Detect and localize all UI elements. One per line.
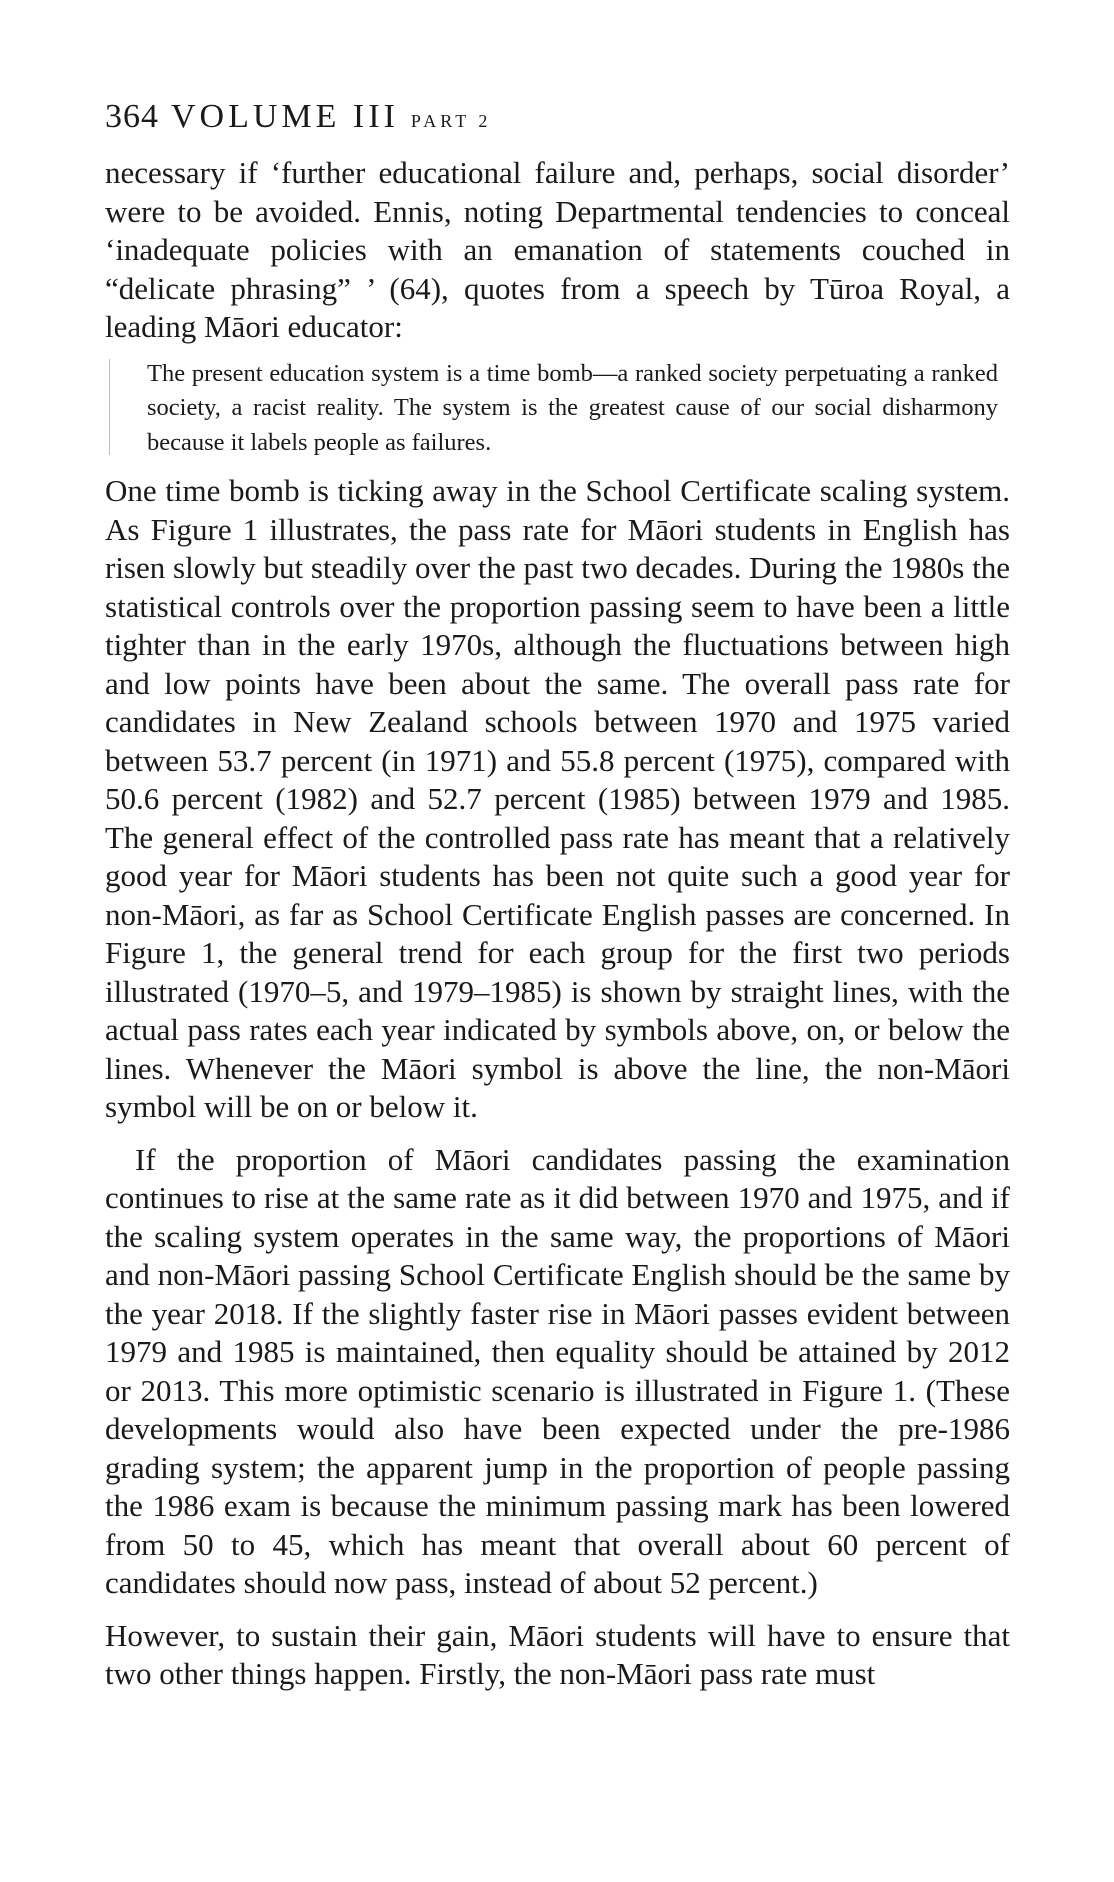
quote-margin-rule xyxy=(109,359,110,455)
part-label: PART 2 xyxy=(410,111,492,131)
running-header xyxy=(105,100,1010,134)
paragraph-2: One time bomb is ticking away in the School Certificate scaling system. As Figure 1 illustrates, the pass rate for Māori students in English has risen slowly but steadily over the past two decades. During the 1980s the statistical controls over the proportion passing seem to have been a little tighter than in the early 1970s, although the fluctuations between high and low points have been about the same. The overall pass rate for candidates in New Zealand schools between 1970 and 1975 varied between 53.7 percent (in 1971) and 55.8 percent (1975), compared with 50.6 percent (1982) and 52.7 percent (1985) between 1979 and 1985. The general effect of the controlled pass rate has meant that a relatively good year for Māori students has been not quite such a good year for non-Māori, as far as School Certificate English passes are concerned. In Figure 1, the general trend for each group for the first two periods illustrated (1970–5, and 1979–1985) is shown by straight lines, with the actual pass rates each year indicated by symbols above, on, or below the lines. Whenever the Māori symbol is above the line, the non-Māori symbol will be on or below it. xyxy=(105,473,1010,1124)
page-number: 364 xyxy=(105,98,159,135)
paragraph-3: If the proportion of Māori candidates passing the examination continues to rise at the same rate as it did between 1970 and 1975, and if the scaling system operates in the same way, the proportions of Māori and non-Māori passing School Certificate English should be the same by the year 2018. If the slightly faster rise in Māori passes evident between 1979 and 1985 is maintained, then equality should be attained by 2012 or 2013. This more optimistic scenario is illustrated in Figure 1. (These developments would also have been expected under the pre-1986 grading system; the apparent jump in the proportion of people passing the 1986 exam is because the minimum passing mark has been lowered from 50 to 45, which has meant that overall about 60 percent of candidates should now pass, instead of about 52 percent.) xyxy=(105,1141,1010,1600)
document-page xyxy=(105,100,1010,1694)
volume-label: VOLUME III xyxy=(171,98,399,135)
paragraph-4: However, to sustain their gain, Māori students will have to ensure that two other things happen. Firstly, the non-Māori pass rate must xyxy=(105,1617,1010,1691)
block-quote-text: The present education system is a time bomb—a ranked society perpetuating a ranked society, a racist reality. The system is the greatest cause of our social disharmony because it labels people as failures. xyxy=(147,359,998,456)
block-quote xyxy=(147,357,998,461)
paragraph-1: necessary if ‘further educational failure and, perhaps, social disorder’ were to be avoided. Ennis, noting Departmental tendencies to conceal ‘inadequate policies with an emanation of statements couched in “delicate phrasing” ’ (64), quotes from a speech by Tūroa Royal, a leading Māori educator: xyxy=(105,155,1010,344)
